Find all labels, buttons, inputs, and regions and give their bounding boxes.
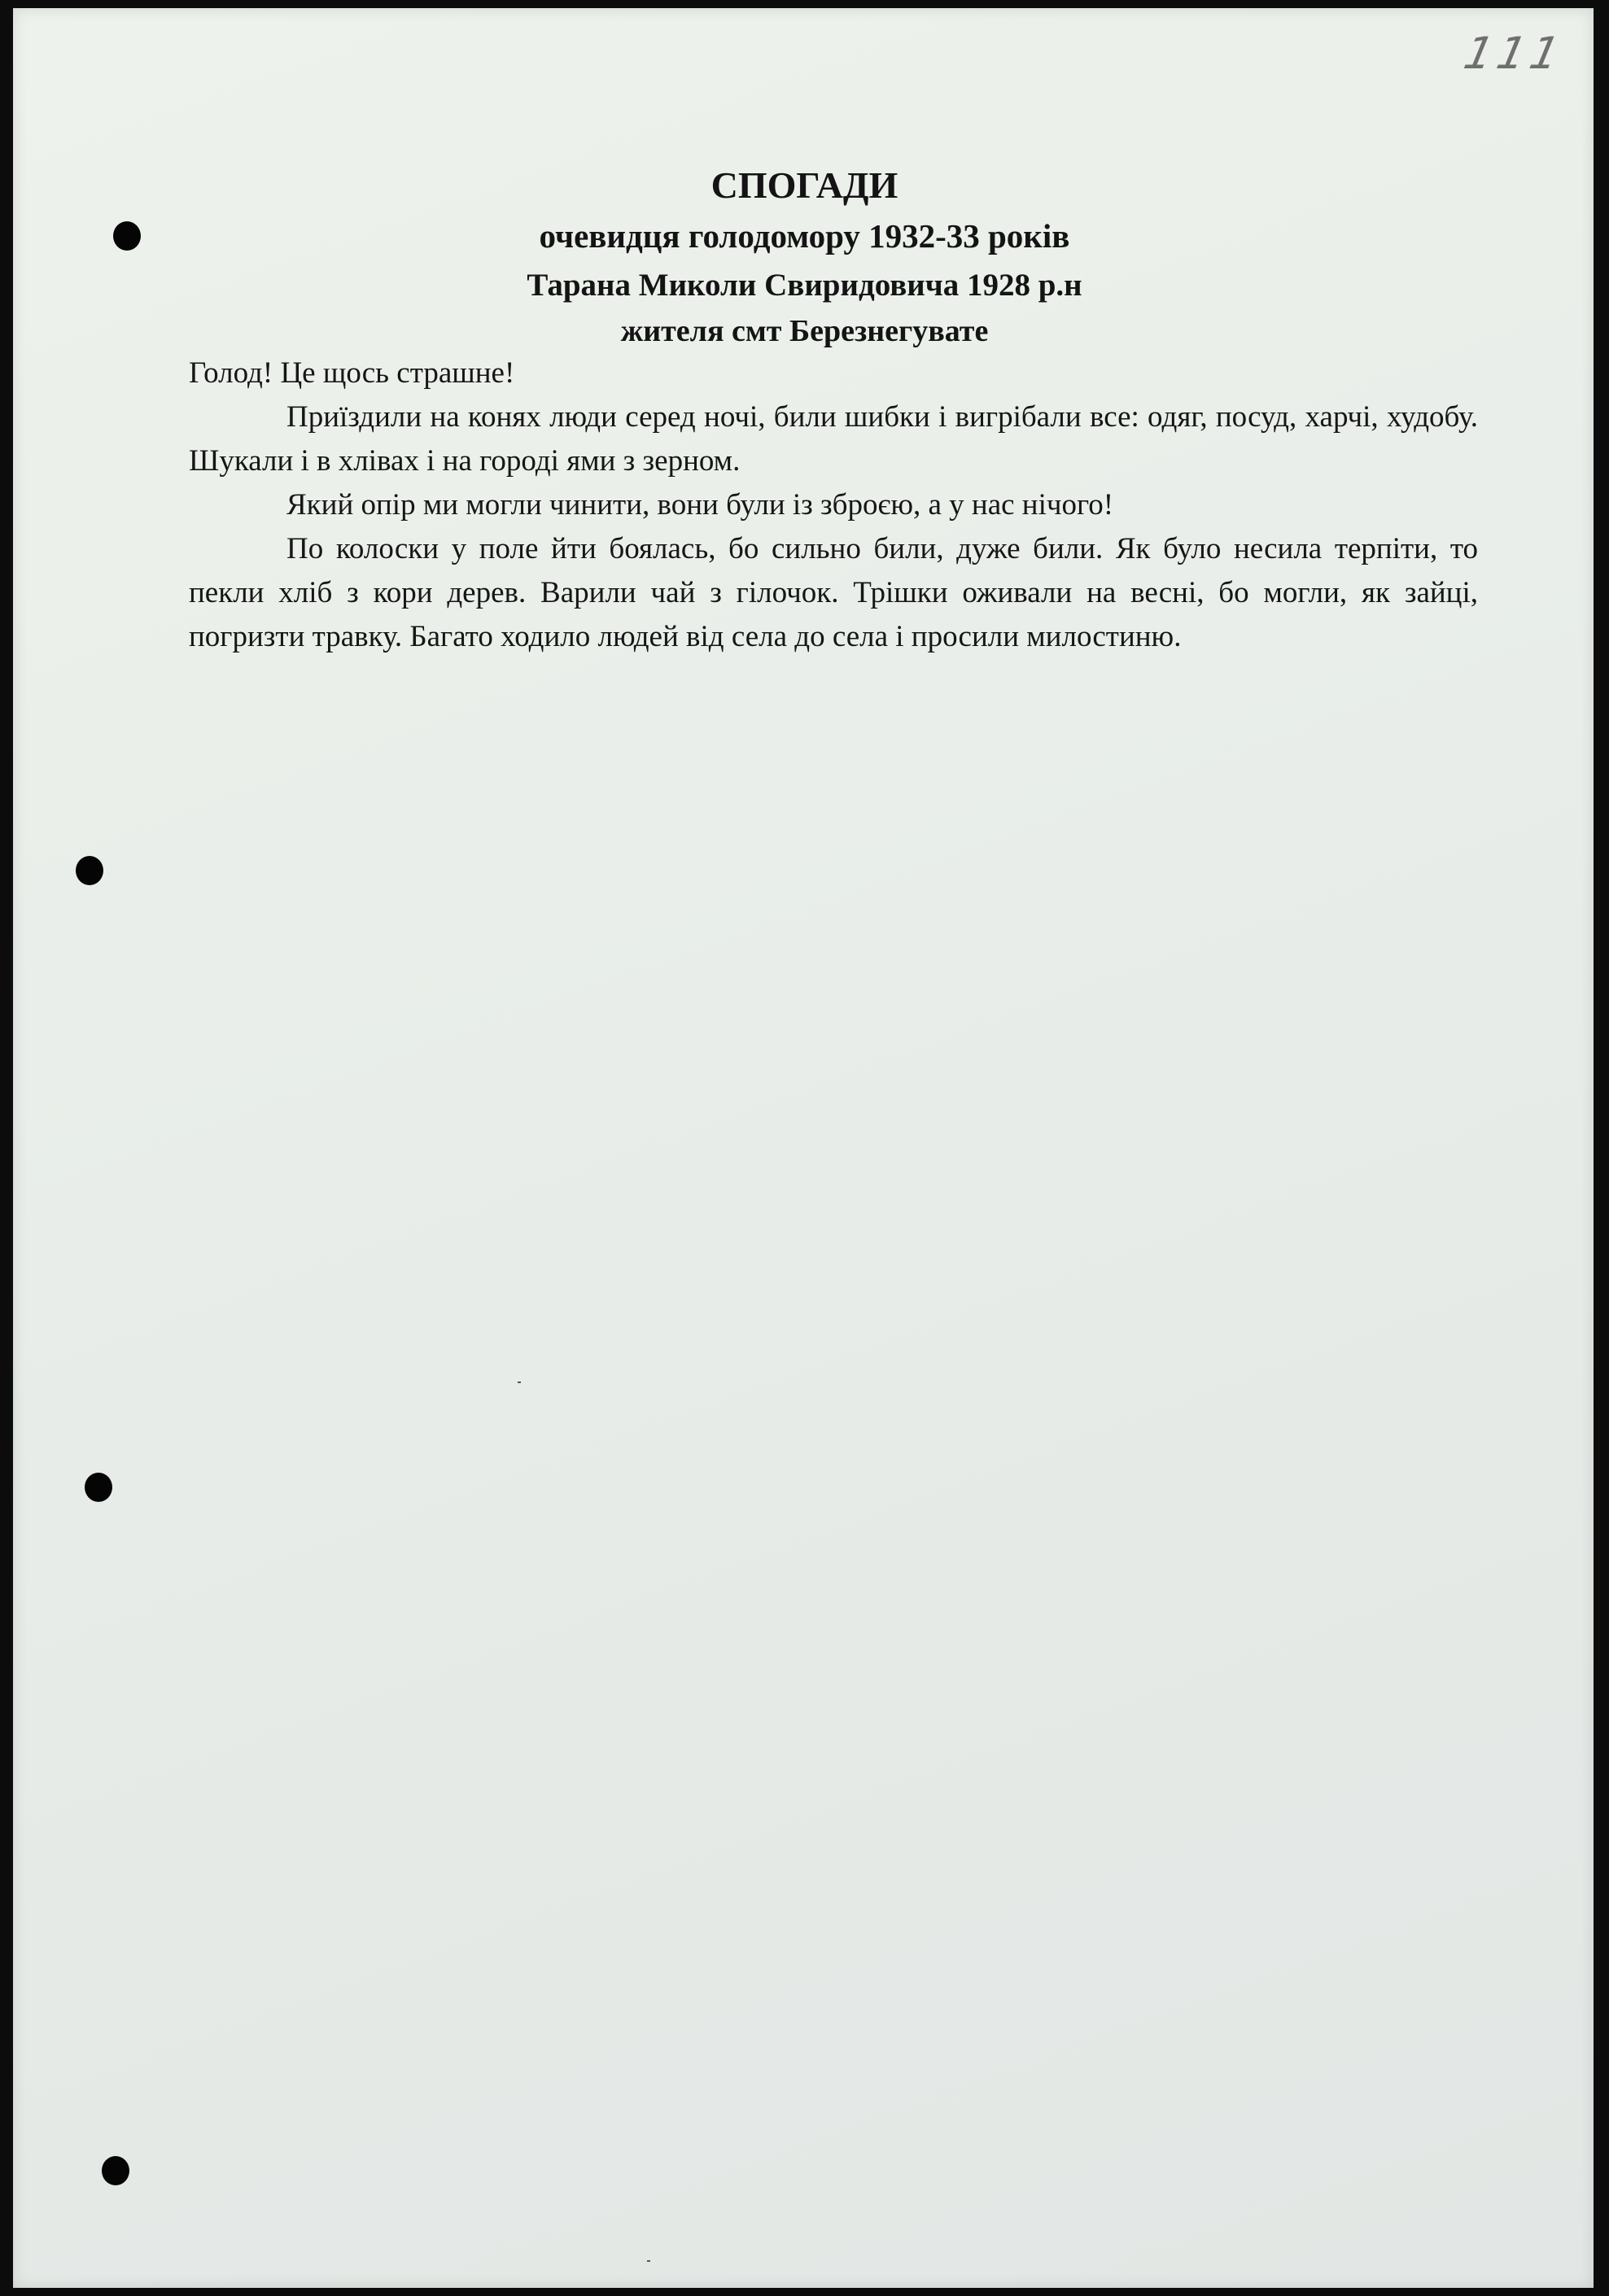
scan-speck xyxy=(518,1382,521,1383)
handwritten-page-number: 111 xyxy=(1459,28,1569,79)
paragraph: Приїздили на конях люди серед ночі, били шибки і вигрібали все: одяг, посуд, харчі, худобу. Шукали і в хлівах і на городі ями з зерном. xyxy=(189,400,1478,478)
paragraph: Голод! Це щось страшне! xyxy=(189,356,515,390)
document-subtitle-event: очевидця голодомору 1932-33 років xyxy=(539,217,1070,255)
punch-hole xyxy=(76,856,103,885)
punch-hole xyxy=(85,1473,112,1502)
punch-hole xyxy=(102,2156,129,2185)
document-title: СПОГАДИ xyxy=(710,164,899,206)
document-subtitle-person: Тарана Миколи Свиридовича 1928 р.н xyxy=(527,268,1082,303)
paragraph: По колоски у поле йти боялась, бо сильно били, дуже били. Як було несила терпіти, то пекли хліб з кори дерев. Варили чай з гілочок. Трішки оживали на весні, бо могли, як зайці, погризти травку. Багато ходило людей від села до села і просили милостиню. xyxy=(189,532,1478,653)
document-subtitle-residence: жителя смт Березнегувате xyxy=(620,314,989,348)
paragraph: Який опір ми могли чинити, вони були із зброєю, а у нас нічого! xyxy=(286,488,1114,522)
memoir-body xyxy=(189,351,1478,659)
scan-speck xyxy=(647,2260,650,2262)
